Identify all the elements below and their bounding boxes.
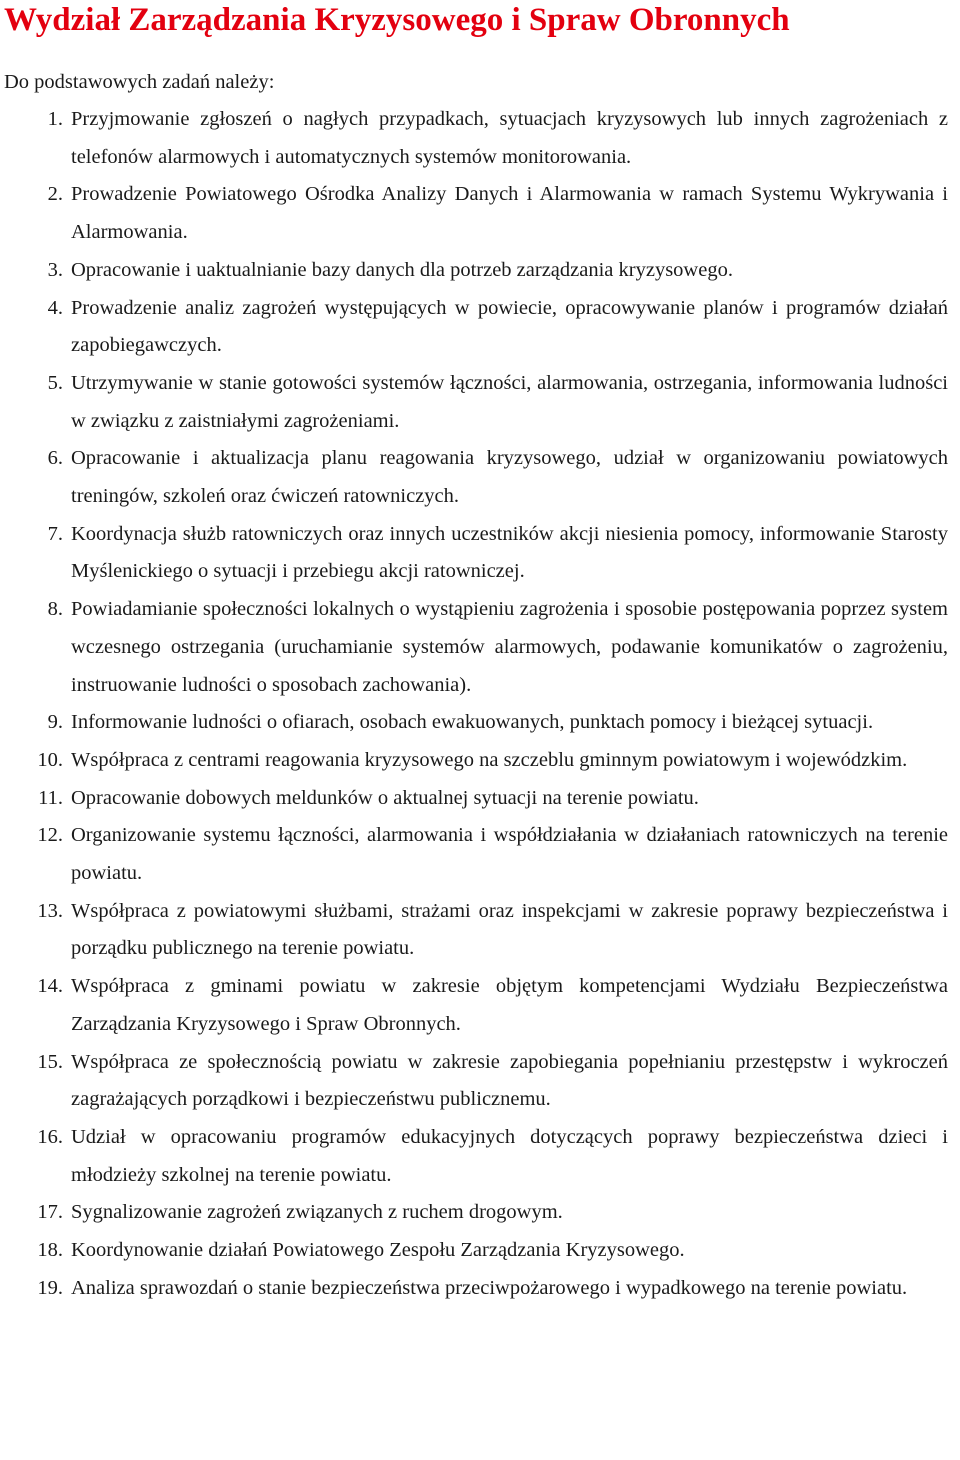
list-item-text: Koordynacja służb ratowniczych oraz innych uczestników akcji niesienia pomocy, informowanie Starosty Myślenickiego o sytuacji i przebiegu akcji ratowniczej.: [71, 522, 948, 583]
list-item: [0, 1119, 960, 1194]
list-item-number: 15.: [37, 1050, 63, 1073]
list-item: [0, 704, 960, 742]
list-item-text: Opracowanie dobowych meldunków o aktualnej sytuacji na terenie powiatu.: [71, 786, 699, 809]
list-item: [0, 101, 960, 176]
list-item-number: 16.: [37, 1125, 63, 1148]
list-item-text: Powiadamianie społeczności lokalnych o wystąpieniu zagrożenia i sposobie postępowania poprzez system wczesnego ostrzegania (uruchamianie systemów alarmowych, podawanie komunikatów o zagrożeniu, instruowanie ludności o sposobach zachowania).: [71, 598, 948, 696]
list-item-text: Prowadzenie analiz zagrożeń występujących w powiecie, opracowywanie planów i programów działań zapobiegawczych.: [71, 296, 948, 357]
list-item-number: 5.: [47, 371, 63, 394]
page-title: Wydział Zarządzania Kryzysowego i Spraw Obronnych: [4, 2, 790, 38]
list-item: [0, 365, 960, 440]
list-item-text: Informowanie ludności o ofiarach, osobach ewakuowanych, punktach pomocy i bieżącej sytuacji.: [71, 711, 874, 734]
list-item-number: 7.: [47, 522, 63, 545]
list-item-number: 18.: [37, 1239, 63, 1262]
list-item-number: 1.: [47, 108, 63, 130]
list-item: [0, 780, 960, 818]
list-item-text: Przyjmowanie zgłoszeń o nagłych przypadkach, sytuacjach kryzysowych lub innych zagrożeniach z telefonów alarmowych i automatycznych systemów monitorowania.: [71, 108, 948, 168]
list-item-number: 4.: [47, 296, 63, 319]
list-item-number: 19.: [37, 1276, 63, 1299]
list-item-text: Współpraca z centrami reagowania kryzysowego na szczeblu gminnym powiatowym i wojewódzkim.: [71, 748, 908, 771]
list-item-number: 14.: [37, 975, 63, 998]
list-item-text: Sygnalizowanie zagrożeń związanych z ruchem drogowym.: [71, 1201, 563, 1224]
list-item: [0, 516, 960, 591]
list-item: [0, 742, 960, 780]
list-item: [0, 1044, 960, 1119]
list-item-text: Współpraca ze społecznością powiatu w zakresie zapobiegania popełnianiu przestępstw i wykroczeń zagrażających porządkowi i bezpieczeństwu publicznemu.: [71, 1050, 948, 1111]
list-item: [0, 1194, 960, 1232]
list-item-text: Współpraca z powiatowymi służbami, strażami oraz inspekcjami w zakresie poprawy bezpieczeństwa i porządku publicznego na terenie powiatu.: [71, 899, 948, 960]
intro-text: Do podstawowych zadań należy:: [4, 71, 275, 93]
list-item: [0, 252, 960, 290]
list-item-text: Koordynowanie działań Powiatowego Zespołu Zarządzania Kryzysowego.: [71, 1239, 685, 1262]
list-item-text: Prowadzenie Powiatowego Ośrodka Analizy Danych i Alarmowania w ramach Systemu Wykrywania i Alarmowania.: [71, 183, 948, 244]
list-item-text: Współpraca z gminami powiatu w zakresie objętym kompetencjami Wydziału Bezpieczeństwa Zarządzania Kryzysowego i Spraw Obronnych.: [71, 975, 948, 1035]
list-item-text: Organizowanie systemu łączności, alarmowania i współdziałania w działaniach ratowniczych na terenie powiatu.: [71, 824, 948, 885]
list-item-number: 2.: [47, 183, 63, 206]
list-item: [0, 968, 960, 1043]
list-item-number: 6.: [47, 447, 63, 470]
list-item: [0, 893, 960, 968]
list-item-text: Opracowanie i aktualizacja planu reagowania kryzysowego, udział w organizowaniu powiatowych treningów, szkoleń oraz ćwiczeń ratowniczych.: [71, 447, 948, 508]
list-item-number: 8.: [47, 598, 63, 621]
list-item-number: 10.: [37, 748, 63, 771]
list-item-text: Udział w opracowaniu programów edukacyjnych dotyczących poprawy bezpieczeństwa dzieci i młodzieży szkolnej na terenie powiatu.: [71, 1125, 948, 1186]
list-item-number: 3.: [47, 258, 63, 281]
list-item-number: 12.: [37, 824, 63, 847]
list-item: [0, 290, 960, 365]
list-item-number: 11.: [38, 786, 63, 809]
list-item-number: 13.: [37, 899, 63, 922]
list-item: [0, 817, 960, 892]
list-item: [0, 440, 960, 515]
list-item: [0, 1270, 960, 1308]
list-item-number: 9.: [47, 711, 63, 734]
list-item-number: 17.: [37, 1201, 63, 1224]
list-item-text: Opracowanie i uaktualnianie bazy danych dla potrzeb zarządzania kryzysowego.: [71, 258, 733, 281]
list-item: [0, 176, 960, 251]
list-item: [0, 1232, 960, 1270]
list-item: [0, 591, 960, 704]
task-list: [0, 101, 960, 1308]
list-item-text: Utrzymywanie w stanie gotowości systemów łączności, alarmowania, ostrzegania, informowania ludności w związku z zaistniałymi zagrożeniami.: [71, 371, 948, 432]
list-item-text: Analiza sprawozdań o stanie bezpieczeństwa przeciwpożarowego i wypadkowego na terenie powiatu.: [71, 1276, 908, 1299]
